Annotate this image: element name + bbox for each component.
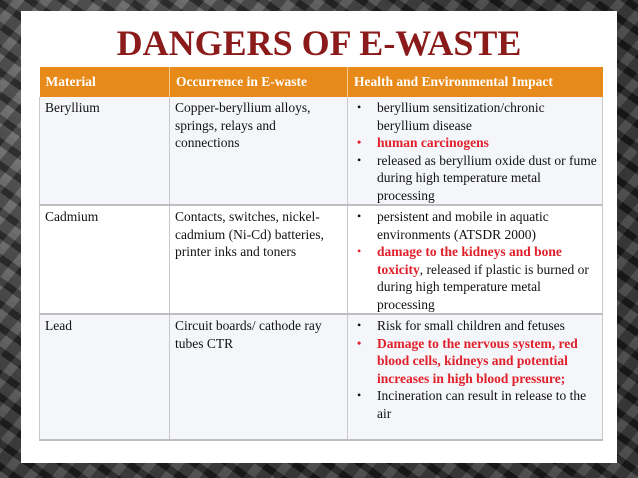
impact-text: beryllium sensitization/chronic beryllium disease — [377, 100, 545, 133]
material-cell: Lead — [40, 314, 170, 440]
bullet-icon: • — [357, 152, 362, 167]
impact-text: , released if plastic is burned or during high temperature metal processing — [377, 261, 589, 312]
occurrence-cell: Copper-beryllium alloys, springs, relays and connections — [170, 97, 348, 205]
slide — [21, 11, 617, 463]
bullet-icon: • — [357, 100, 362, 114]
impact-list — [353, 208, 597, 313]
impact-text: Incineration can result in release to the air — [377, 388, 587, 421]
table-row — [40, 205, 603, 314]
bullet-icon: • — [357, 209, 362, 223]
bullet-icon: • — [357, 335, 362, 350]
table-row — [40, 314, 603, 440]
header-material: Material — [40, 67, 170, 97]
list-item — [353, 317, 597, 335]
slide-title: DANGERS OF E-WASTE — [116, 23, 522, 63]
occurrence-cell: Circuit boards/ cathode ray tubes CTR — [170, 314, 348, 440]
impact-text: human carcinogens — [377, 135, 489, 150]
bullet-icon: • — [357, 135, 362, 149]
list-item — [353, 387, 597, 422]
table-header-row — [40, 67, 603, 97]
table-row — [40, 97, 603, 205]
impact-cell — [348, 97, 603, 205]
bullet-icon: • — [357, 388, 362, 402]
material-cell: Beryllium — [40, 97, 170, 205]
list-item — [353, 335, 597, 388]
occurrence-cell: Contacts, switches, nickel-cadmium (Ni-Cd) batteries, printer inks and toners — [170, 205, 348, 314]
bullet-icon: • — [357, 318, 362, 332]
list-item — [353, 99, 597, 134]
impact-text: Risk for small children and fetuses — [377, 318, 565, 333]
impact-text: persistent and mobile in aquatic environments (ATSDR 2000) — [377, 209, 549, 242]
impact-text: Damage to the nervous system, red blood cells, kidneys and potential increases in high blood pressure; — [377, 335, 578, 386]
header-impact: Health and Environmental Impact — [348, 67, 603, 97]
impact-text-highlight: damage to the kidneys and bone toxicity — [377, 244, 562, 277]
e-waste-table — [39, 67, 603, 441]
impact-text: released as beryllium oxide dust or fume during high temperature metal processing — [377, 152, 597, 203]
list-item — [353, 243, 597, 313]
material-cell: Cadmium — [40, 205, 170, 314]
list-item — [353, 152, 597, 205]
impact-list — [353, 317, 597, 422]
header-occurrence: Occurrence in E-waste — [170, 67, 348, 97]
impact-cell — [348, 205, 603, 314]
list-item — [353, 208, 597, 243]
list-item — [353, 134, 597, 152]
bullet-icon: • — [357, 244, 362, 258]
impact-cell — [348, 314, 603, 440]
impact-list — [353, 99, 597, 204]
